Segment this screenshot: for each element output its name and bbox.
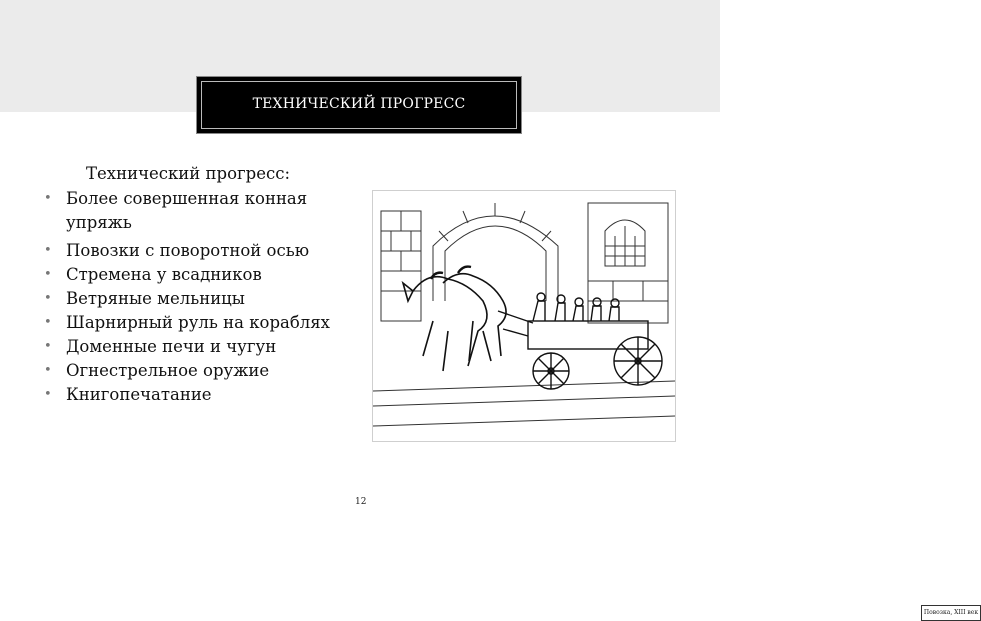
list-item <box>44 311 344 335</box>
list-item <box>44 187 344 235</box>
carriage-drawing <box>373 191 675 441</box>
list-item-text: Шарнирный руль на кораблях <box>66 313 330 332</box>
bullet-icon: • <box>44 291 52 306</box>
title-box <box>196 76 522 134</box>
list-item <box>44 239 344 263</box>
list-item <box>44 359 344 383</box>
bullet-icon: • <box>44 243 52 258</box>
list-item <box>44 335 344 359</box>
list-item-text: Ветряные мельницы <box>66 289 245 308</box>
list-item-text: Огнестрельное оружие <box>66 361 270 380</box>
bullet-icon: • <box>44 315 52 330</box>
bullet-icon: • <box>44 363 52 378</box>
list-item-text: Стремена у всадников <box>66 265 262 284</box>
bullet-icon: • <box>44 267 52 282</box>
list-item-text: Более совершенная конная упряжь <box>66 189 308 232</box>
list-item-text: Повозки с поворотной осью <box>66 241 310 260</box>
list-item-text: Доменные печи и чугун <box>66 337 277 356</box>
bullet-icon: • <box>44 191 52 206</box>
list-item <box>44 263 344 287</box>
bullet-icon: • <box>44 339 52 354</box>
list-item <box>44 287 344 311</box>
list-item-text: Книгопечатание <box>66 385 212 404</box>
bullet-list <box>44 187 344 407</box>
slide-title: ТЕХНИЧЕСКИЙ ПРОГРЕСС <box>252 96 466 112</box>
bullet-icon: • <box>44 387 52 402</box>
image-caption: Повозка, XIII век <box>921 605 981 621</box>
list-item <box>44 383 344 407</box>
section-heading: Технический прогресс: <box>86 164 291 183</box>
page-number: 12 <box>355 497 367 507</box>
carriage-illustration <box>372 190 979 616</box>
